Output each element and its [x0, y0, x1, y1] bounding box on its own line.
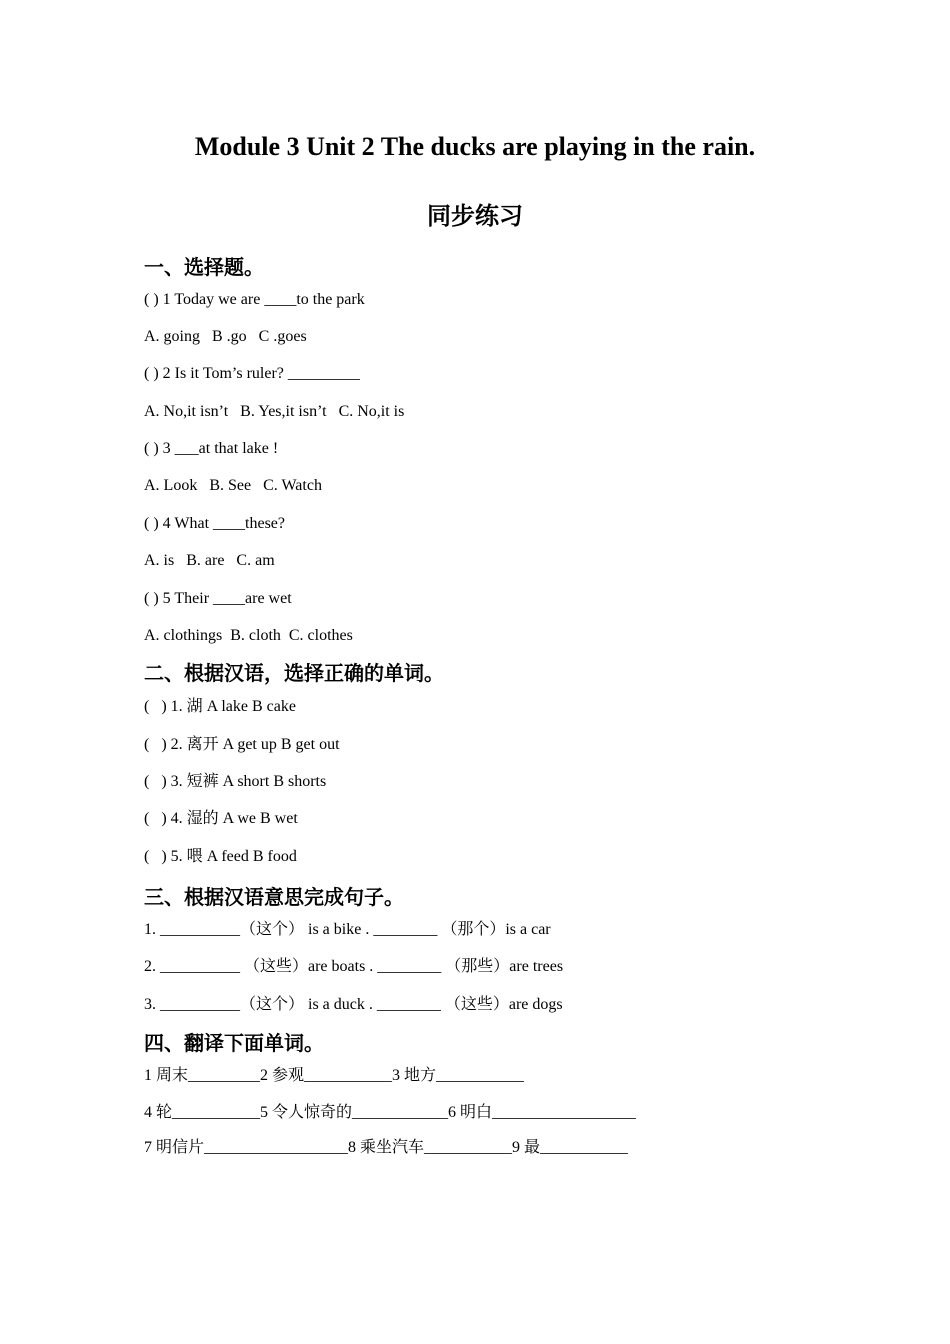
question-line: ( ) 2 Is it Tom’s ruler? _________ — [144, 365, 360, 382]
section-heading-1: 一、选择题。 — [144, 255, 264, 279]
page-title: Module 3 Unit 2 The ducks are playing in the rain. — [194, 132, 756, 161]
question-line: ( ) 3. 短裤 A short B shorts — [144, 773, 327, 790]
question-line: ( ) 4. 湿的 A we B wet — [144, 810, 298, 827]
question-line: ( ) 1. 湖 A lake B cake — [144, 698, 296, 715]
question-line: ( ) 5. 喂 A feed B food — [144, 848, 297, 865]
translation-line: 1 周末_________2 参观___________3 地方___________ — [144, 1067, 525, 1084]
question-line: ( ) 2. 离开 A get up B get out — [144, 736, 340, 753]
sentence-line: 3. __________（这个） is a duck . ________ （这些）are dogs — [144, 996, 563, 1013]
sentence-line: 1. __________（这个） is a bike . ________ （那个）is a car — [144, 921, 551, 938]
question-line: ( ) 5 Their ____are wet — [144, 590, 292, 607]
options-line: A. going B .go C .goes — [144, 328, 307, 345]
section-heading-3: 三、根据汉语意思完成句子。 — [144, 885, 404, 909]
options-line: A. No,it isn’t B. Yes,it isn’t C. No,it is — [144, 403, 405, 420]
section-heading-2: 二、根据汉语，选择正确的单词。 — [144, 661, 444, 685]
question-line: ( ) 1 Today we are ____to the park — [144, 291, 365, 308]
options-line: A. Look B. See C. Watch — [144, 477, 322, 494]
section-heading-4: 四、翻译下面单词。 — [144, 1031, 324, 1055]
options-line: A. clothings B. cloth C. clothes — [144, 627, 353, 644]
translation-line: 4 轮___________5 令人惊奇的____________6 明白__________________ — [144, 1104, 637, 1121]
question-line: ( ) 3 ___at that lake ! — [144, 440, 279, 457]
sentence-line: 2. __________ （这些）are boats . ________ （那些）are trees — [144, 958, 564, 975]
page-subtitle: 同步练习 — [427, 202, 523, 230]
question-line: ( ) 4 What ____these? — [144, 515, 285, 532]
options-line: A. is B. are C. am — [144, 552, 275, 569]
translation-line: 7 明信片__________________8 乘坐汽车___________9 最___________ — [144, 1139, 629, 1156]
